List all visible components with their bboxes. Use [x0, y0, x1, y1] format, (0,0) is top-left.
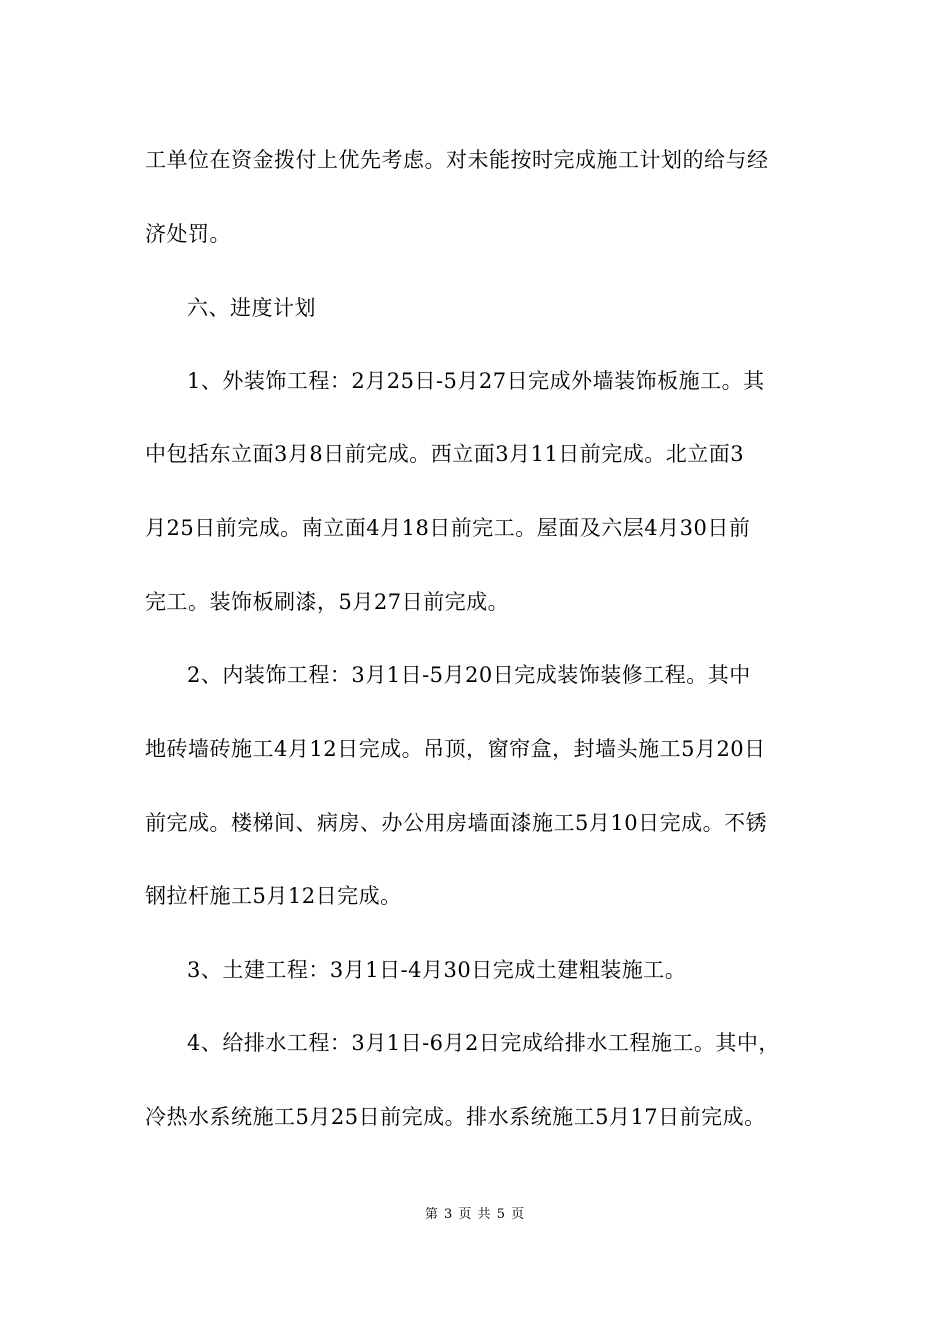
body-text-line: 前完成。楼梯间、病房、办公用房墙面漆施工5月10日完成。不锈	[145, 811, 768, 835]
body-text-line: 1、外装饰工程：2月25日-5月27日完成外墙装饰板施工。其	[187, 369, 765, 393]
body-text-line: 地砖墙砖施工4月12日完成。吊顶，窗帘盒，封墙头施工5月20日	[145, 737, 766, 761]
body-text-line: 3、土建工程：3月1日-4月30日完成土建粗装施工。	[187, 958, 687, 982]
section-heading: 六、进度计划	[187, 296, 316, 320]
body-text-line: 济处罚。	[145, 222, 231, 246]
body-text-line: 2、内装饰工程：3月1日-5月20日完成装饰装修工程。其中	[187, 663, 751, 687]
body-text-line: 4、给排水工程：3月1日-6月2日完成给排水工程施工。其中，	[187, 1031, 780, 1055]
body-text-line: 钢拉杆施工5月12日完成。	[145, 884, 402, 908]
body-text-line: 完工。装饰板刷漆，5月27日前完成。	[145, 590, 510, 614]
page-number-footer: 第 3 页 共 5 页	[424, 1207, 526, 1222]
body-text-line: 工单位在资金拨付上优先考虑。对未能按时完成施工计划的给与经	[145, 148, 769, 172]
body-text-line: 月25日前完成。南立面4月18日前完工。屋面及六层4月30日前	[145, 516, 751, 540]
body-text-line: 中包括东立面3月8日前完成。西立面3月11日前完成。北立面3	[145, 442, 745, 466]
body-text-line: 冷热水系统施工5月25日前完成。排水系统施工5月17日前完成。	[145, 1105, 766, 1129]
